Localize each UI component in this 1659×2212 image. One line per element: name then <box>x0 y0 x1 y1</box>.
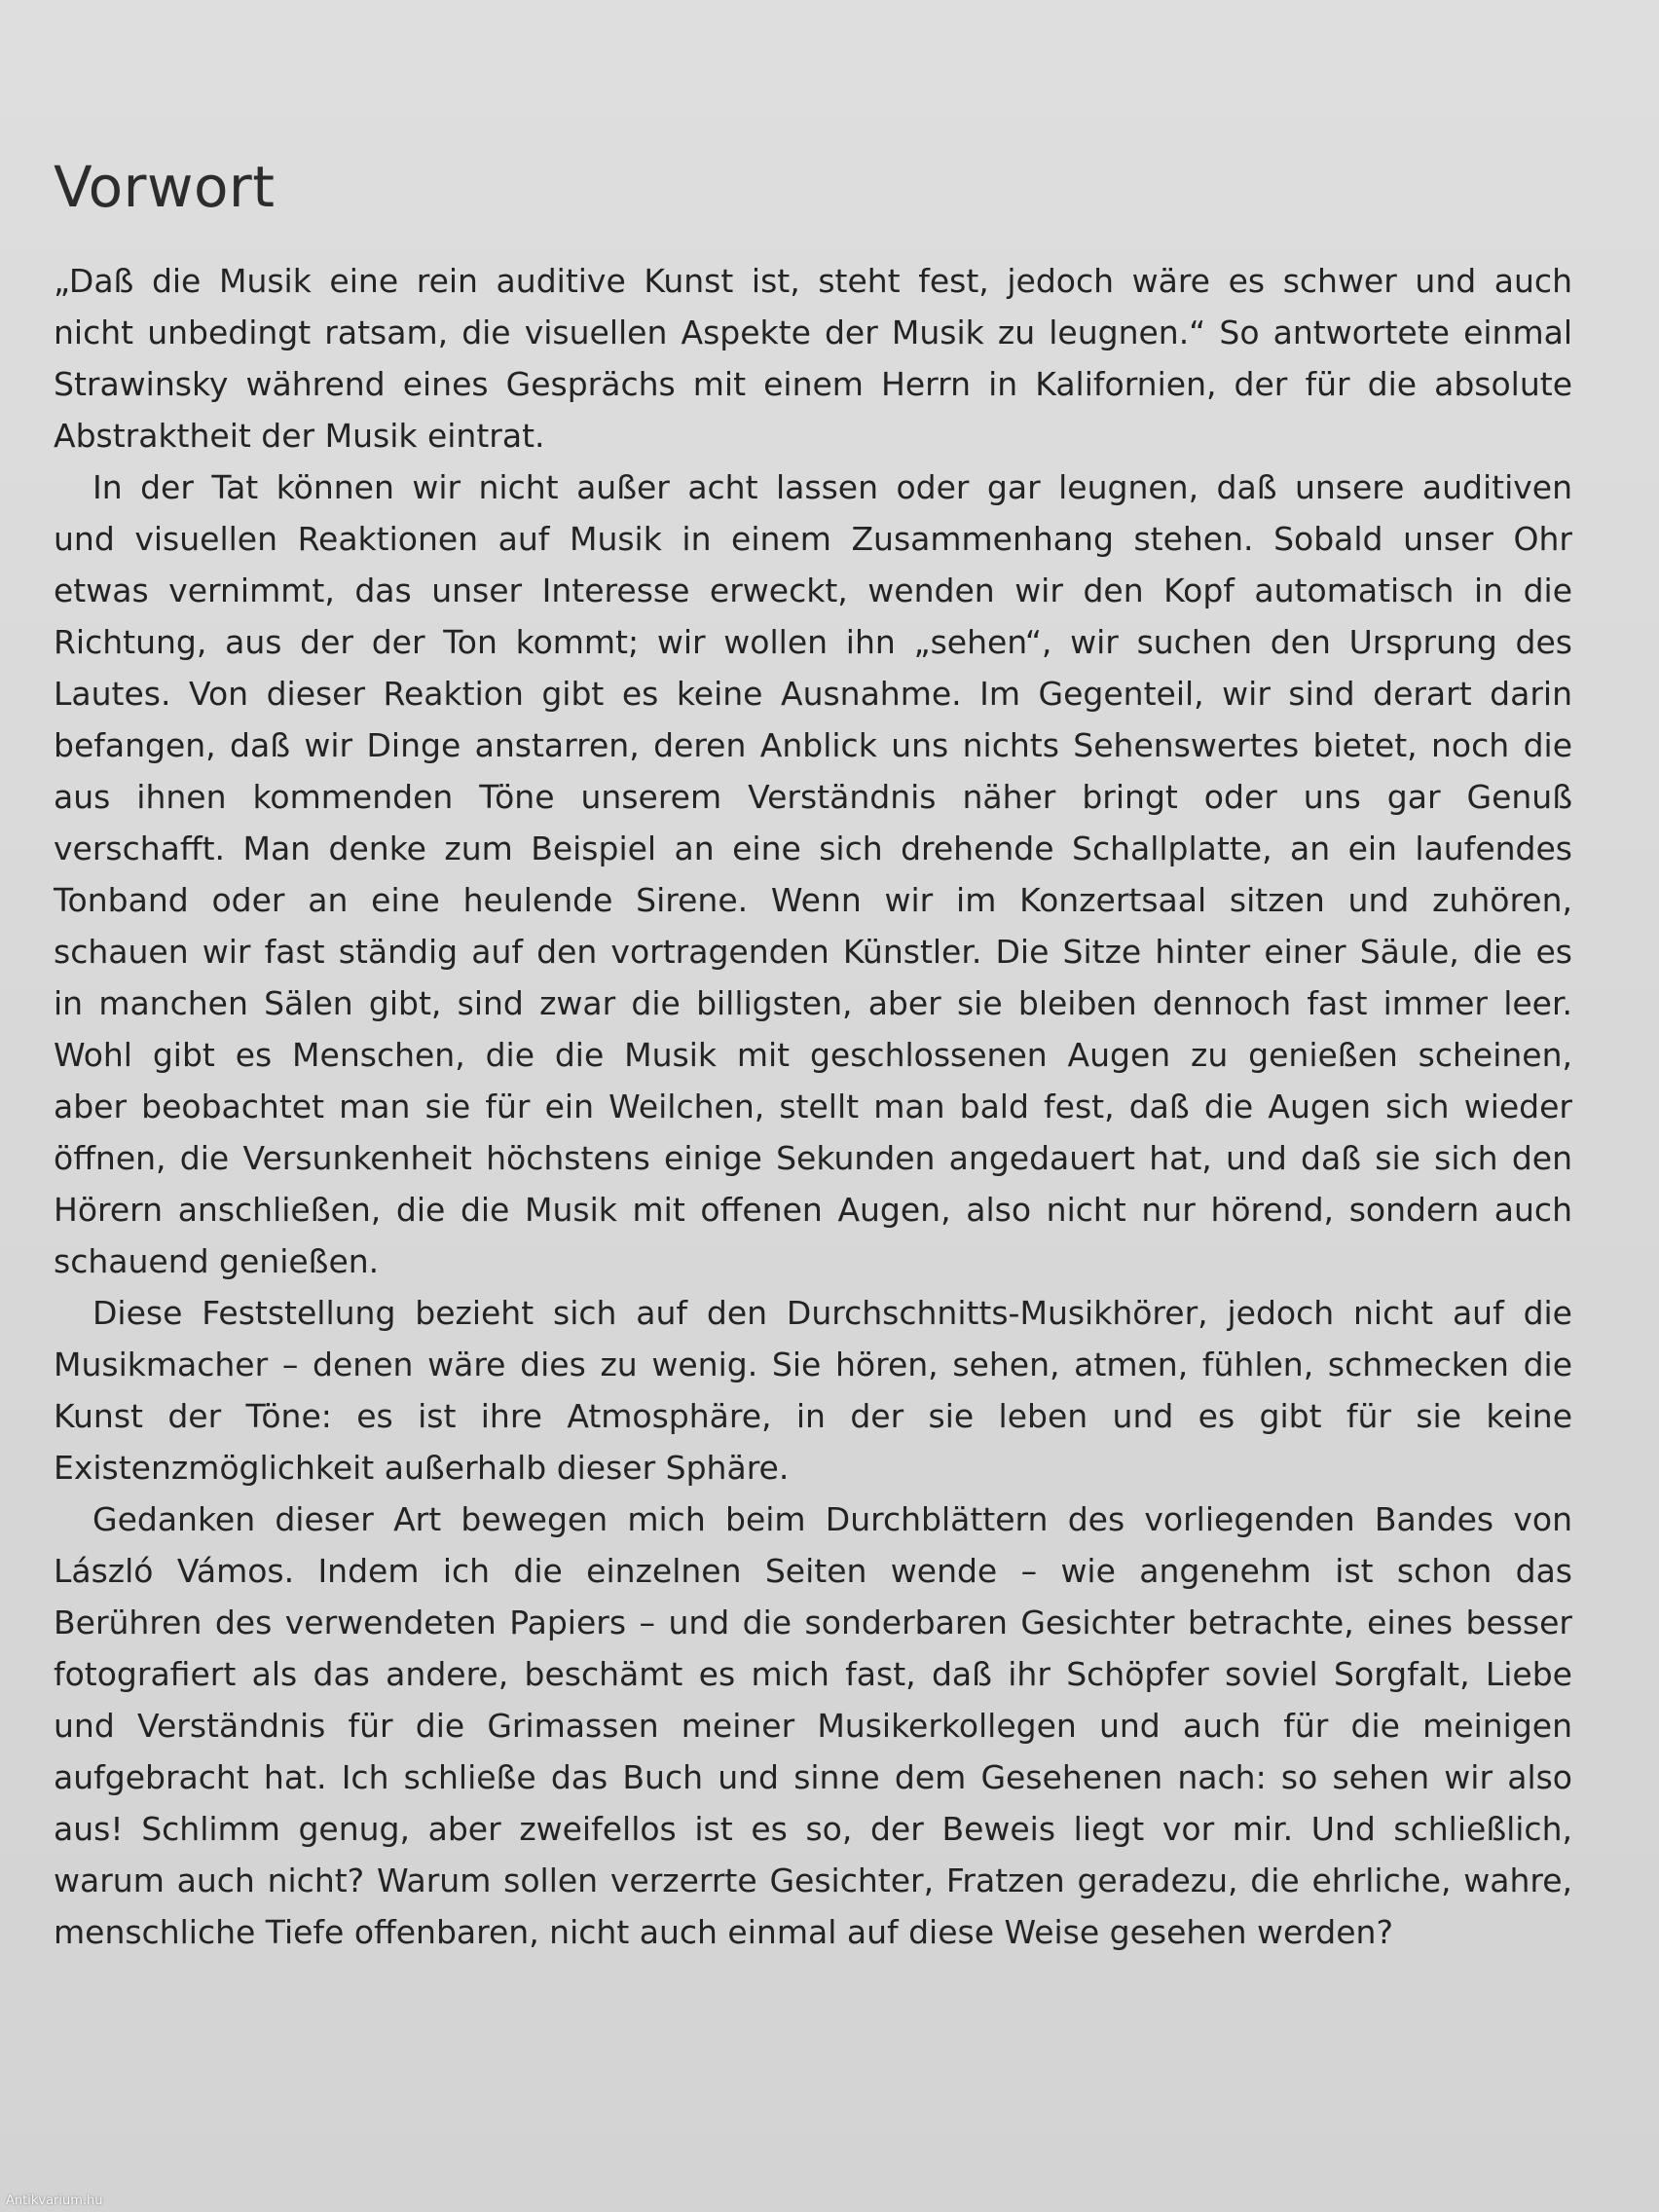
text-line: Tonband oder an eine heulende Sirene. Wenn wir im Konzertsaal sitzen und zuhören, <box>54 881 1572 919</box>
text-line: Richtung, aus der der Ton kommt; wir wollen ihn „sehen“, wir suchen den Ursprung des <box>54 623 1572 661</box>
paragraph-4 <box>54 1493 1572 1958</box>
text-line: in manchen Sälen gibt, sind zwar die billigsten, aber sie bleiben dennoch fast immer leer. <box>54 984 1572 1022</box>
watermark: Antikvarium.hu <box>6 2194 103 2208</box>
paragraph-3 <box>54 1287 1572 1493</box>
text-line: Lautes. Von dieser Reaktion gibt es keine Ausnahme. Im Gegenteil, wir sind derart darin <box>54 675 1572 713</box>
text-line: schauend genießen. <box>54 1242 380 1280</box>
text-line: Existenzmöglichkeit außerhalb dieser Sphäre. <box>54 1449 790 1487</box>
text-line: Strawinsky während eines Gesprächs mit einem Herrn in Kalifornien, der für die absolute <box>54 365 1572 403</box>
text-line: warum auch nicht? Warum sollen verzerrte Gesichter, Fratzen geradezu, die ehrliche, wahre, <box>54 1862 1572 1899</box>
text-line: aufgebracht hat. Ich schließe das Buch und sinne dem Gesehenen nach: so sehen wir also <box>54 1758 1572 1796</box>
text-line: und visuellen Reaktionen auf Musik in einem Zusammenhang stehen. Sobald unser Ohr <box>54 520 1572 558</box>
paragraph-2 <box>54 461 1572 1287</box>
text-line: „Daß die Musik eine rein auditive Kunst ist, steht fest, jedoch wäre es schwer und auch <box>54 262 1572 300</box>
text-line: menschliche Tiefe offenbaren, nicht auch einmal auf diese Weise gesehen werden? <box>54 1913 1393 1951</box>
paragraph-1 <box>54 255 1572 461</box>
text-line: etwas vernimmt, das unser Interesse erweckt, wenden wir den Kopf automatisch in die <box>54 571 1572 609</box>
text-line: László Vámos. Indem ich die einzelnen Seiten wende – wie angenehm ist schon das <box>54 1552 1572 1590</box>
text-line: Kunst der Töne: es ist ihre Atmosphäre, in der sie leben und es gibt für sie keine <box>54 1397 1572 1435</box>
text-line: Gedanken dieser Art bewegen mich beim Durchblättern des vorliegenden Bandes von <box>92 1500 1572 1538</box>
text-line: nicht unbedingt ratsam, die visuellen Aspekte der Musik zu leugnen.“ So antwortete einmal <box>54 313 1572 351</box>
text-line: In der Tat können wir nicht außer acht lassen oder gar leugnen, daß unsere auditiven <box>92 468 1572 506</box>
text-line: fotografiert als das andere, beschämt es mich fast, daß ihr Schöpfer soviel Sorgfalt, Liebe <box>54 1655 1572 1693</box>
text-line: schauen wir fast ständig auf den vortragenden Künstler. Die Sitze hinter einer Säule, die es <box>54 933 1572 971</box>
text-line: Abstraktheit der Musik eintrat. <box>54 417 545 455</box>
text-line: Berühren des verwendeten Papiers – und die sonderbaren Gesichter betrachte, eines besser <box>54 1604 1572 1641</box>
text-line: öffnen, die Versunkenheit höchstens einige Sekunden angedauert hat, und daß sie sich den <box>54 1139 1572 1177</box>
text-line: Wohl gibt es Menschen, die die Musik mit geschlossenen Augen zu genießen scheinen, <box>54 1036 1572 1074</box>
text-line: Hörern anschließen, die die Musik mit offenen Augen, also nicht nur hörend, sondern auch <box>54 1191 1572 1229</box>
text-line: aus ihnen kommenden Töne unserem Verständnis näher bringt oder uns gar Genuß <box>54 778 1572 816</box>
text-line: verschafft. Man denke zum Beispiel an eine sich drehende Schallplatte, an ein laufendes <box>54 830 1572 867</box>
text-line: aus! Schlimm genug, aber zweifellos ist es so, der Beweis liegt vor mir. Und schließlich, <box>54 1810 1572 1848</box>
page-title: Vorwort <box>54 154 276 220</box>
text-line: Musikmacher – denen wäre dies zu wenig. Sie hören, sehen, atmen, fühlen, schmecken die <box>54 1346 1572 1383</box>
text-line: befangen, daß wir Dinge anstarren, deren Anblick uns nichts Sehenswertes bietet, noch die <box>54 726 1572 764</box>
text-line: Diese Feststellung bezieht sich auf den Durchschnitts-Musikhörer, jedoch nicht auf die <box>92 1294 1572 1332</box>
body-text <box>54 255 1572 1958</box>
text-line: und Verständnis für die Grimassen meiner Musikerkollegen und auch für die meinigen <box>54 1707 1572 1745</box>
text-line: aber beobachtet man sie für ein Weilchen, stellt man bald fest, daß die Augen sich wieder <box>54 1088 1572 1125</box>
